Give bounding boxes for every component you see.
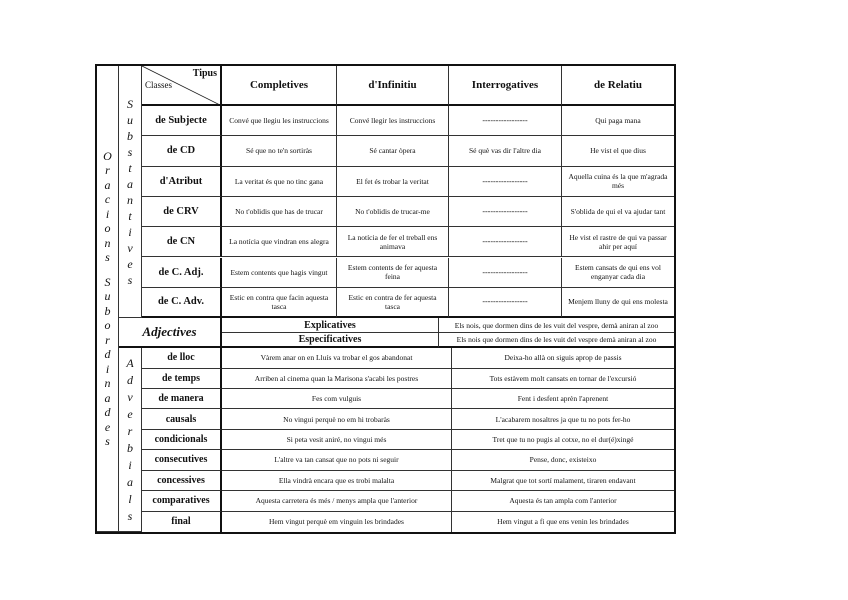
- column-header: Interrogatives: [449, 66, 562, 106]
- example-cell: Hem vingut perquè em vinguin les brindades: [222, 512, 452, 532]
- letter: n: [127, 192, 133, 207]
- letter: a: [104, 177, 111, 192]
- example-cell: Vàrem anar on en Lluís va trobar el gos abandonat: [222, 348, 452, 368]
- letter: n: [104, 376, 111, 390]
- example-cell: Estic en contra de fer aquesta tasca: [337, 288, 449, 318]
- example-cell: Convé que llegiu les instruccions: [222, 106, 337, 136]
- example-cell: Malgrat que tot sortí malament, tiraren endavant: [452, 471, 674, 491]
- letter: t: [128, 208, 132, 223]
- column-header: de Relatiu: [562, 66, 674, 106]
- letter: b: [127, 440, 133, 455]
- column-header: d'Infinitiu: [337, 66, 449, 106]
- example-cell: Menjem lluny de qui ens molesta: [562, 288, 674, 318]
- row-label: d'Atribut: [142, 167, 222, 197]
- letter: e: [104, 419, 111, 434]
- example-cell: S'oblida de qui el va ajudar tant: [562, 197, 674, 227]
- corner-tipus: Tipus: [192, 68, 217, 79]
- example-cell: Aquesta carretera és més / menys ampla que l'anterior: [222, 491, 452, 511]
- example-cell: Pense, donc, existeixo: [452, 450, 674, 470]
- example-cell: Deixa-ho allà on siguis aprop de passis: [452, 348, 674, 368]
- row-label: de lloc: [142, 348, 222, 368]
- letter: s: [105, 434, 110, 448]
- row-label: de CRV: [142, 197, 222, 227]
- letter: d: [104, 347, 111, 361]
- letter: v: [127, 389, 133, 404]
- example-cell: No t'oblidis de trucar-me: [337, 197, 449, 227]
- example-cell: La veritat és que no tinc gana: [222, 167, 337, 197]
- row-label: comparatives: [142, 491, 222, 511]
- vertical-adverbials: [119, 348, 142, 532]
- example-cell: Hem vingut a fi que ens venin les brindades: [497, 517, 629, 527]
- letter: O: [103, 148, 112, 163]
- empty-cell: -----------------: [449, 288, 562, 318]
- row-label: final: [142, 512, 222, 532]
- example-cell: Ella vindrà encara que es trobi malalta: [222, 471, 452, 491]
- letter: i: [105, 206, 110, 221]
- letter: s: [127, 144, 133, 159]
- example-cell: No vingui perquè no em hi trobaràs: [222, 409, 452, 429]
- letter: r: [127, 423, 133, 438]
- letter: a: [127, 474, 133, 489]
- example-cell: Sé cantar òpera: [337, 136, 449, 166]
- example-cell: Fent i desfent aprèn l'aprenent: [452, 389, 674, 409]
- adjective-type: Explicatives: [222, 318, 439, 333]
- example-cell: Qui paga mana: [562, 106, 674, 136]
- letter: s: [127, 508, 133, 523]
- example-cell: L'acabarem nosaltres ja que tu no pots fer-ho: [452, 409, 674, 429]
- adjective-example: Els nois que dormen dins de les vuit del vespre demà aniran al zoo: [439, 333, 674, 348]
- empty-cell: -----------------: [449, 106, 562, 136]
- letter: d: [104, 405, 111, 419]
- adjective-example: Els nois, que dormen dins de les vuit del vespre, demà aniran al zoo: [439, 318, 674, 333]
- adjective-type: Especificatives: [222, 333, 439, 348]
- letter: u: [104, 289, 111, 303]
- adjectives-label: Adjectives: [119, 318, 222, 348]
- letter: S: [127, 96, 133, 111]
- corner-header: [142, 66, 222, 106]
- letter: a: [104, 390, 111, 405]
- row-label: de temps: [142, 369, 222, 389]
- example-cell: Si peta vesit aniré, no vingui més: [222, 430, 452, 450]
- vertical-substantives: [119, 66, 142, 318]
- letter: l: [128, 491, 132, 506]
- letter: i: [128, 224, 132, 239]
- row-label: de Subjecte: [142, 106, 222, 136]
- letter: i: [128, 457, 132, 472]
- row-label: de C. Adj.: [142, 258, 222, 288]
- letter: e: [127, 406, 133, 421]
- example-cell: Fes com vulguis: [222, 389, 452, 409]
- column-header: Completives: [222, 66, 337, 106]
- letter: S: [104, 274, 111, 289]
- letter: o: [104, 221, 111, 235]
- example-cell: Estic en contra que facin aquesta tasca: [222, 288, 337, 318]
- empty-cell: -----------------: [449, 227, 562, 257]
- example-cell: Estem contents de fer aquesta feina: [337, 258, 449, 288]
- example-cell: Estem contents que hagis vingut: [222, 258, 337, 288]
- example-cell: La notícia de fer el treball ens animava: [337, 227, 449, 257]
- example-cell: Sé que no te'n sortiràs: [222, 136, 337, 166]
- example-cell: L'altre va tan cansat que no pots ni seguir: [222, 450, 452, 470]
- letter: b: [104, 303, 111, 318]
- letter: A: [126, 355, 134, 370]
- example-cell: El fet és trobar la veritat: [337, 167, 449, 197]
- classification-table: [95, 64, 676, 534]
- row-label: consecutives: [142, 450, 222, 470]
- row-label: de CN: [142, 227, 222, 257]
- letter: e: [127, 256, 133, 271]
- example-cell: Arriben al cinema quan la Marisona s'acabi les postres: [222, 369, 452, 389]
- example-cell: Estem cansats de qui ens vol enganyar cada dia: [562, 258, 674, 288]
- letter: i: [105, 361, 110, 376]
- letter: a: [127, 176, 133, 191]
- row-label: de CD: [142, 136, 222, 166]
- row-label: de manera: [142, 389, 222, 409]
- letter: r: [105, 332, 110, 347]
- letter: s: [105, 250, 110, 264]
- row-label: de C. Adv.: [142, 288, 222, 318]
- letter: s: [127, 272, 133, 287]
- example-cell: He vist el rastre de qui va passar ahir per aquí: [562, 227, 674, 257]
- row-label: concessives: [142, 471, 222, 491]
- example-cell: Sé què vas dir l'altre dia: [449, 136, 562, 166]
- letter: v: [127, 240, 133, 255]
- letter: d: [127, 372, 133, 387]
- example-cell: Tret que tu no pugis al cotxe, no el dur(é)xingé: [452, 430, 674, 450]
- example-cell: Tots estàvem molt cansats en tornar de l'excursió: [452, 369, 674, 389]
- letter: r: [105, 163, 110, 177]
- example-cell: Aquella cuina és la que m'agrada més: [562, 167, 674, 197]
- vertical-oracions-subordinades: [97, 66, 119, 532]
- empty-cell: -----------------: [449, 197, 562, 227]
- letter: c: [104, 192, 111, 206]
- letter: o: [104, 318, 111, 332]
- example-cell: Convé llegir les instruccions: [337, 106, 449, 136]
- empty-cell: -----------------: [449, 167, 562, 197]
- example-cell: He vist el que dius: [562, 136, 674, 166]
- row-label: condicionals: [142, 430, 222, 450]
- example-cell: La notícia que vindran ens alegra: [222, 227, 337, 257]
- example-cell: No t'oblidis que has de trucar: [222, 197, 337, 227]
- letter: b: [127, 128, 133, 143]
- letter: u: [127, 112, 133, 127]
- corner-classes: Classes: [145, 80, 172, 90]
- example-cell: Aquesta és tan ampla com l'anterior: [452, 491, 674, 511]
- letter: n: [104, 235, 111, 250]
- letter: t: [128, 160, 132, 175]
- row-label: causals: [142, 409, 222, 429]
- empty-cell: -----------------: [449, 258, 562, 288]
